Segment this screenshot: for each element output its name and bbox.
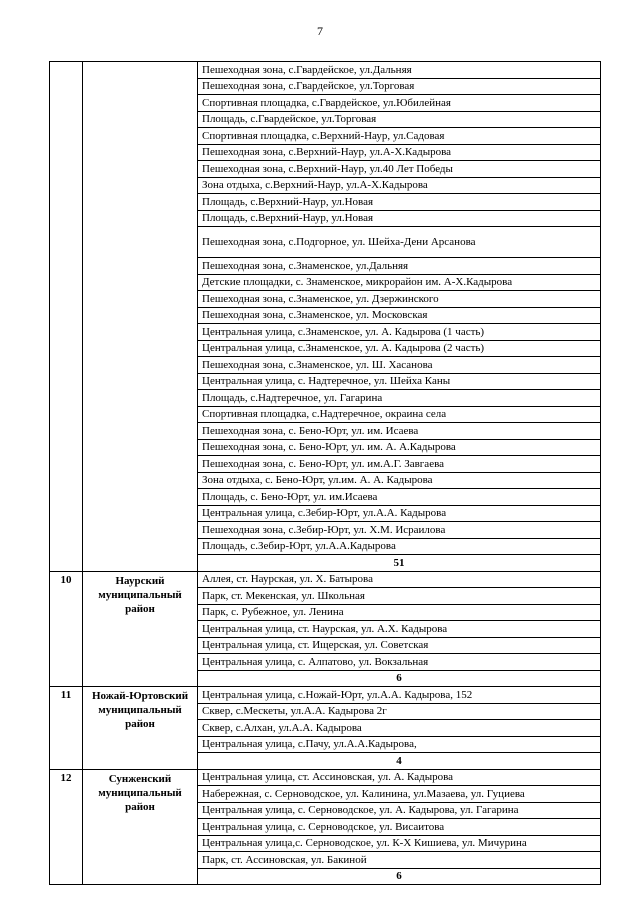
place-cell: Зона отдыха, с. Бено-Юрт, ул.им. А. А. Кадырова bbox=[198, 472, 601, 489]
total-cell: 6 bbox=[198, 868, 601, 885]
place-cell: Площадь, с.Верхний-Наур, ул.Новая bbox=[198, 210, 601, 227]
place-cell: Центральная улица, с.Знаменское, ул. А. Кадырова (2 часть) bbox=[198, 340, 601, 357]
district-number: 10 bbox=[50, 571, 83, 687]
place-cell: Центральная улица, ст. Ассиновская, ул. А. Кадырова bbox=[198, 769, 601, 786]
place-cell: Спортивная площадка, с.Надтеречное, окраина села bbox=[198, 406, 601, 423]
public-spaces-table bbox=[49, 61, 601, 885]
place-cell: Пешеходная зона, с.Знаменское, ул. Ш. Хасанова bbox=[198, 357, 601, 374]
table-row bbox=[50, 62, 601, 79]
place-cell: Центральная улица, с.Знаменское, ул. А. Кадырова (1 часть) bbox=[198, 324, 601, 341]
place-cell: Площадь, с.Зебир-Юрт, ул.А.А.Кадырова bbox=[198, 538, 601, 555]
place-cell: Центральная улица, с.Пачу, ул.А.А.Кадырова, bbox=[198, 736, 601, 753]
district-name: Сунженский муниципальный район bbox=[83, 769, 198, 885]
place-cell: Центральная улица, с.Зебир-Юрт, ул.А.А. Кадырова bbox=[198, 505, 601, 522]
place-cell: Аллея, ст. Наурская, ул. Х. Батырова bbox=[198, 571, 601, 588]
district-name: Наурский муниципальный район bbox=[83, 571, 198, 687]
table-row bbox=[50, 769, 601, 786]
district-number: 12 bbox=[50, 769, 83, 885]
place-cell: Сквер, с.Алхан, ул.А.А. Кадырова bbox=[198, 720, 601, 737]
place-cell: Центральная улица, с.Ножай-Юрт, ул.А.А. Кадырова, 152 bbox=[198, 687, 601, 704]
place-cell: Центральная улица, ст. Наурская, ул. А.Х. Кадырова bbox=[198, 621, 601, 638]
place-cell: Пешеходная зона, с. Бено-Юрт, ул. им.А.Г. Завгаева bbox=[198, 456, 601, 473]
place-cell: Спортивная площадка, с.Гвардейское, ул.Юбилейная bbox=[198, 95, 601, 112]
place-cell: Пешеходная зона, с.Гвардейское, ул.Дальняя bbox=[198, 62, 601, 79]
total-cell: 6 bbox=[198, 670, 601, 687]
district-cell bbox=[83, 62, 198, 572]
place-cell: Центральная улица, с. Надтеречное, ул. Шейха Каны bbox=[198, 373, 601, 390]
place-cell: Центральная улица, с. Серноводское, ул. А. Кадырова, ул. Гагарина bbox=[198, 802, 601, 819]
place-cell: Пешеходная зона, с.Верхний-Наур, ул.40 Лет Победы bbox=[198, 161, 601, 178]
place-cell: Площадь, с.Верхний-Наур, ул.Новая bbox=[198, 194, 601, 211]
place-cell: Пешеходная зона, с. Бено-Юрт, ул. им. Исаева bbox=[198, 423, 601, 440]
place-cell: Парк, ст. Мекенская, ул. Школьная bbox=[198, 588, 601, 605]
place-cell: Пешеходная зона, с. Бено-Юрт, ул. им. А. А.Кадырова bbox=[198, 439, 601, 456]
place-cell: Сквер, с.Мескеты, ул.А.А. Кадырова 2г bbox=[198, 703, 601, 720]
total-cell: 51 bbox=[198, 555, 601, 572]
place-cell: Площадь, с. Бено-Юрт, ул. им.Исаева bbox=[198, 489, 601, 506]
place-cell: Спортивная площадка, с.Верхний-Наур, ул.Садовая bbox=[198, 128, 601, 145]
total-cell: 4 bbox=[198, 753, 601, 770]
district-number: 11 bbox=[50, 687, 83, 770]
place-cell: Пешеходная зона, с.Знаменское, ул.Дальняя bbox=[198, 258, 601, 275]
table-row bbox=[50, 687, 601, 704]
district-name: Ножай-Юртовский муниципальный район bbox=[83, 687, 198, 770]
place-cell: Пешеходная зона, с.Гвардейское, ул.Торговая bbox=[198, 78, 601, 95]
place-cell: Детские площадки, с. Знаменское, микрорайон им. А-Х.Кадырова bbox=[198, 274, 601, 291]
table-row bbox=[50, 571, 601, 588]
place-cell: Центральная улица,с. Серноводское, ул. К-Х Кишиева, ул. Мичурина bbox=[198, 835, 601, 852]
place-cell: Пешеходная зона, с.Знаменское, ул. Дзержинского bbox=[198, 291, 601, 308]
place-cell: Набережная, с. Серноводское, ул. Калинина, ул.Мазаева, ул. Гуциева bbox=[198, 786, 601, 803]
place-cell: Пешеходная зона, с.Подгорное, ул. Шейха-Дени Арсанова bbox=[198, 227, 601, 258]
page-number: 7 bbox=[317, 24, 323, 38]
place-cell: Пешеходная зона, с.Зебир-Юрт, ул. Х.М. Исраилова bbox=[198, 522, 601, 539]
place-cell: Парк, с. Рубежное, ул. Ленина bbox=[198, 604, 601, 621]
place-cell: Пешеходная зона, с.Знаменское, ул. Московская bbox=[198, 307, 601, 324]
place-cell: Центральная улица, ст. Ищерская, ул. Советская bbox=[198, 637, 601, 654]
place-cell: Площадь, с.Надтеречное, ул. Гагарина bbox=[198, 390, 601, 407]
number-cell bbox=[50, 62, 83, 572]
place-cell: Зона отдыха, с.Верхний-Наур, ул.А-Х.Кадырова bbox=[198, 177, 601, 194]
place-cell: Центральная улица, с. Серноводское, ул. Висаитова bbox=[198, 819, 601, 836]
place-cell: Площадь, с.Гвардейское, ул.Торговая bbox=[198, 111, 601, 128]
place-cell: Центральная улица, с. Алпатово, ул. Вокзальная bbox=[198, 654, 601, 671]
place-cell: Пешеходная зона, с.Верхний-Наур, ул.А-Х.Кадырова bbox=[198, 144, 601, 161]
place-cell: Парк, ст. Ассиновская, ул. Бакиной bbox=[198, 852, 601, 869]
